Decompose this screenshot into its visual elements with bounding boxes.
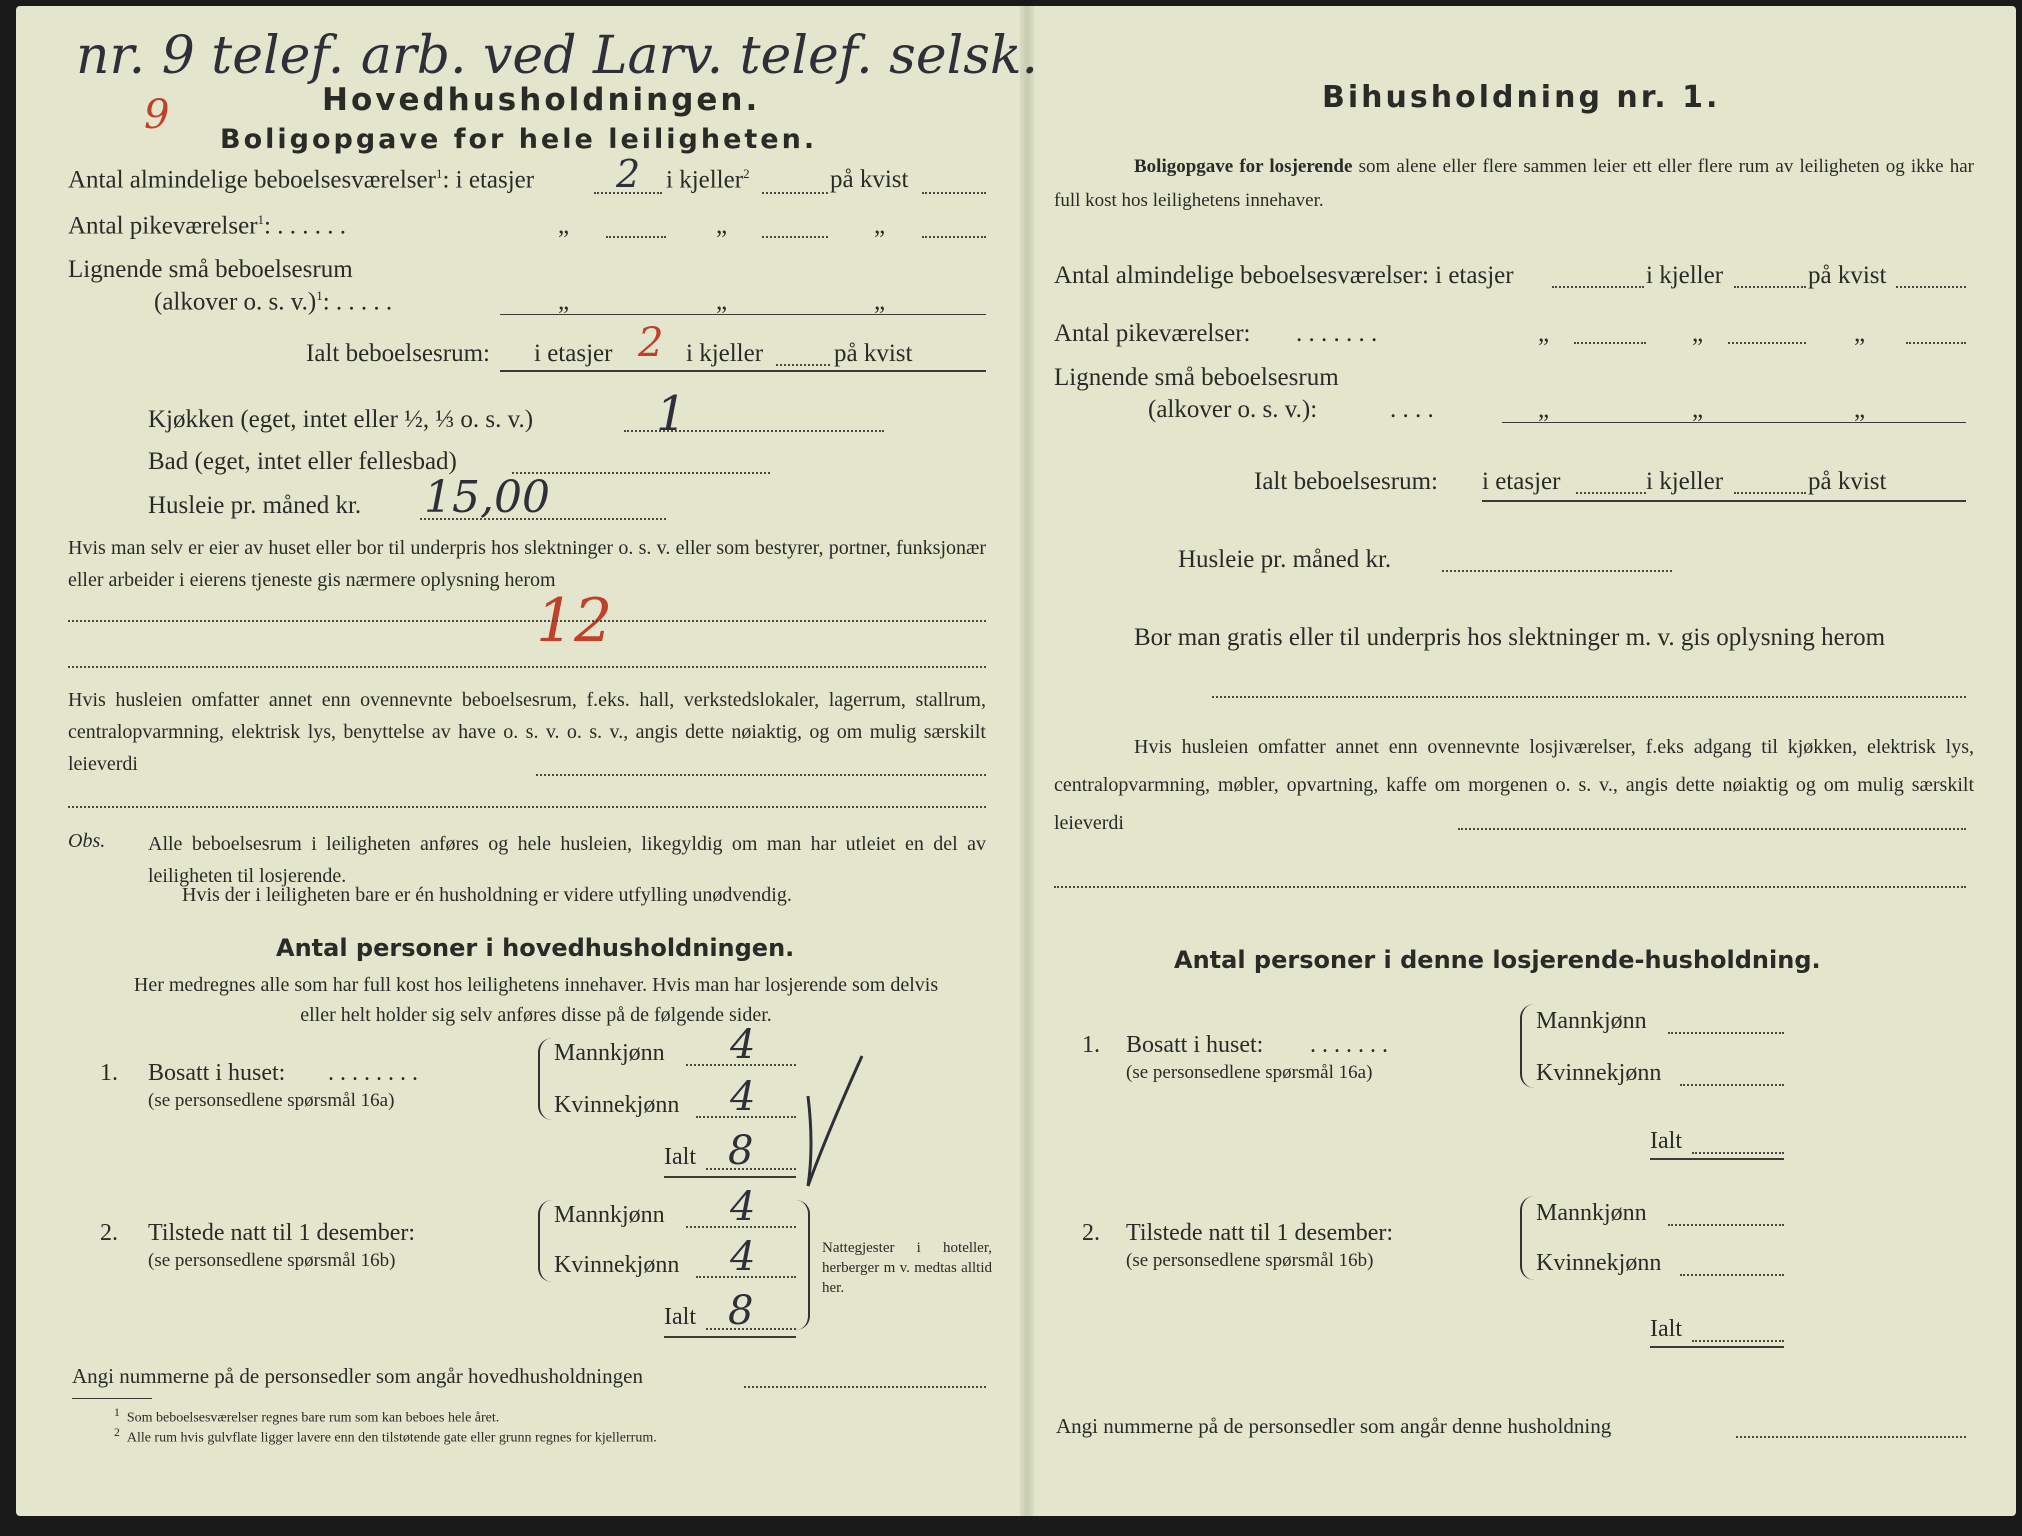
obs-text-2: Hvis der i leiligheten bare er én husholdning er videre utfylling unødvendig. <box>182 884 792 906</box>
right-q1-ialt-label: Ialt <box>1650 1128 1682 1154</box>
footnote-rule <box>72 1398 152 1399</box>
alkover-ditto-1: „ <box>558 288 570 315</box>
left-q1-dots: . . . . . . . . <box>328 1060 418 1086</box>
right-ialt-etasjer-line <box>1576 492 1646 494</box>
right-alkover-label: Lignende små beboelsesrum <box>1054 364 1339 391</box>
right-q2-label: Tilstede natt til 1 desember: <box>1126 1220 1394 1246</box>
right-intro: Boligopgave for losjerende som alene eller flere sammen leier ett eller flere rum av leiligheten og ikke har full kost hos leilighetens innehaver. <box>1054 156 1975 211</box>
left-q2-number: 2. <box>100 1220 118 1246</box>
check-mark-icon <box>796 1036 876 1196</box>
left-q1-sub: (se personsedlene spørsmål 16a) <box>148 1090 395 1111</box>
left-q1-brace <box>538 1038 552 1120</box>
right-q2-ialt-line <box>1692 1340 1784 1342</box>
alkover-ditto-3: „ <box>874 288 886 315</box>
husleie-label: Husleie pr. måned kr. <box>148 492 362 519</box>
ialt-etasjer-label: i etasjer <box>534 340 613 367</box>
left-persons-intro: Her medregnes alle som har full kost hos leilighetens innehaver. Hvis man har losjerende som delvis eller helt holder sig selv anføres disse på de følgende sider. <box>133 974 939 1026</box>
right-bor-text: Bor man gratis eller til underpris hos slektninger m. v. gis oplysning herom <box>1134 624 1886 651</box>
right-pike-line-1 <box>1574 342 1646 344</box>
left-q1-number: 1. <box>100 1060 118 1086</box>
pike-ditto-1: „ <box>558 212 570 239</box>
right-rooms-kvist-label: på kvist <box>1808 262 1887 289</box>
right-rooms-etasjer-line <box>1552 286 1644 288</box>
right-pike-line-3 <box>1906 342 1966 344</box>
left-angi-label: Angi nummerne på de personsedler som angår hovedhusholdningen <box>72 1364 643 1388</box>
pike-kjeller-line <box>762 236 828 238</box>
right-rooms-label: Antal almindelige beboelsesværelser: i etasjer <box>1054 262 1514 289</box>
right-q1-label: Bosatt i huset: <box>1126 1032 1264 1058</box>
alkover-label-2: (alkover o. s. v.)$^1$: . . . . . <box>154 288 393 316</box>
right-extra-text: Hvis husleien omfatter annet enn ovennevnte losjiværelser, f.eks adgang til kjøkken, elektrisk lys, centralopvarmning, møbler, opvartning, kaffe om morgenen o. s. v., angis dette nøiaktig og om mulig særskilt leieverdi <box>1054 736 1974 834</box>
left-q2-ialt-rule <box>664 1336 796 1338</box>
left-angi-line <box>744 1386 986 1388</box>
right-alkover-ditto-2: „ <box>1692 396 1704 423</box>
kjokken-label: Kjøkken (eget, intet eller ½, ⅓ o. s. v.) <box>148 406 534 433</box>
right-rooms-kjeller-line <box>1734 286 1806 288</box>
rooms-kvist-line <box>922 192 986 194</box>
rooms-kvist-label: på kvist <box>830 166 909 193</box>
extra-rent-line-2 <box>68 806 986 808</box>
right-husleie-label: Husleie pr. måned kr. <box>1178 546 1392 573</box>
right-bor-line <box>1212 696 1966 698</box>
right-husleie-line <box>1442 570 1672 572</box>
left-q2-label: Tilstede natt til 1 desember: <box>148 1220 416 1246</box>
owner-info-line-2 <box>68 666 986 668</box>
right-pike-label: Antal pikeværelser: <box>1054 320 1251 347</box>
right-pike-line-2 <box>1728 342 1806 344</box>
footnote-2: $^2$ Alle rum hvis gulvflate ligger lavere enn den tilstøtende gate eller grunn regnes for kjellerrum. <box>114 1426 657 1446</box>
ialt-underline <box>500 370 986 372</box>
right-q1-kvinne-label: Kvinnekjønn <box>1536 1060 1662 1086</box>
right-q2-brace <box>1520 1196 1534 1280</box>
right-pike-dots: . . . . . . . <box>1296 320 1378 347</box>
right-alkover-label-2: (alkover o. s. v.): <box>1148 396 1318 423</box>
right-q1-mann-line <box>1668 1032 1784 1034</box>
husleie-line <box>420 518 666 520</box>
obs-label: Obs. <box>68 830 106 852</box>
pike-ditto-3: „ <box>874 212 886 239</box>
right-pike-ditto-1: „ <box>1538 320 1550 347</box>
right-ialt-kvist-label: på kvist <box>1808 468 1887 495</box>
pike-etasjer-line <box>606 236 666 238</box>
left-q1-ialt-rule <box>664 1176 796 1178</box>
ialt-etasjer-value: 2 <box>638 320 664 366</box>
right-alkover-ditto-3: „ <box>1854 396 1866 423</box>
right-q1-sub: (se personsedlene spørsmål 16a) <box>1126 1062 1373 1083</box>
extra-rent-line-1 <box>536 774 986 776</box>
right-q1-brace <box>1520 1004 1534 1088</box>
left-q2-sub: (se personsedlene spørsmål 16b) <box>148 1250 396 1271</box>
husleie-value: 15,00 <box>424 472 550 523</box>
right-q2-number: 2. <box>1082 1220 1100 1246</box>
right-title: Bihusholdning nr. 1. <box>1322 80 1721 115</box>
ialt-label: Ialt beboelsesrum: <box>306 340 490 367</box>
handwritten-red-number: 9 <box>144 92 170 138</box>
obs-text: Alle beboelsesrum i leiligheten anføres og hele husleien, likegyldig om man har utleiet en del av leiligheten til losjerende. <box>148 833 986 887</box>
rooms-label: Antal almindelige beboelsesværelser$^1$: i etasjer <box>68 166 535 194</box>
owner-info-value: 12 <box>536 586 613 656</box>
right-ialt-label: Ialt beboelsesrum: <box>1254 468 1438 495</box>
pike-ditto-2: „ <box>716 212 728 239</box>
right-alkover-ditto-1: „ <box>1538 396 1550 423</box>
right-angi-label: Angi nummerne på de personsedler som angår denne husholdning <box>1056 1414 1612 1438</box>
left-q2-mann-label: Mannkjønn <box>554 1202 665 1228</box>
right-alkover-underline <box>1502 422 1966 423</box>
ialt-kjeller-label: i kjeller <box>686 340 764 367</box>
left-q2-ialt-label: Ialt <box>664 1304 696 1330</box>
right-q1-dots: . . . . . . . <box>1310 1032 1388 1058</box>
left-persons-title: Antal personer i hovedhusholdningen. <box>276 934 795 962</box>
right-q2-sub: (se personsedlene spørsmål 16b) <box>1126 1250 1374 1271</box>
census-form-sheet <box>16 6 2016 1516</box>
bad-line <box>512 472 770 474</box>
right-extra-line-1 <box>1458 828 1966 830</box>
right-q1-ialt-rule <box>1650 1158 1784 1160</box>
owner-info-line-1 <box>68 620 986 622</box>
right-q2-ialt-label: Ialt <box>1650 1316 1682 1342</box>
kjokken-value: 1 <box>656 386 687 442</box>
right-q2-mann-line <box>1668 1224 1784 1226</box>
left-q2-kvinne-label: Kvinnekjønn <box>554 1252 680 1278</box>
right-extra-line-2 <box>1054 886 1966 888</box>
right-q2-ialt-rule <box>1650 1346 1784 1348</box>
right-rooms-kjeller-label: i kjeller <box>1646 262 1724 289</box>
right-pike-ditto-2: „ <box>1692 320 1704 347</box>
left-q2-note: Nattegjester i hoteller, herberger m v. medtas alltid her. <box>822 1240 992 1296</box>
right-ialt-kjeller-line <box>1734 492 1806 494</box>
rooms-kjeller-line <box>762 192 828 194</box>
right-pike-ditto-3: „ <box>1854 320 1866 347</box>
right-alkover-dots: . . . . <box>1390 396 1434 423</box>
alkover-label: Lignende små beboelsesrum <box>68 256 353 283</box>
page-fold <box>1020 6 1034 1516</box>
ialt-kjeller-line <box>776 364 830 366</box>
left-q1-label: Bosatt i huset: <box>148 1060 286 1086</box>
extra-rent-text: Hvis husleien omfatter annet enn ovennevnte beboelsesrum, f.eks. hall, verkstedslokaler, lagerrum, stallrum, centralopvarmning, elektrisk lys, benyttelse av have o. s. v. o. s. v., angis dette nøiaktig, og om mulig særskilt leieverdi <box>68 689 986 775</box>
right-ialt-etasjer-label: i etasjer <box>1482 468 1561 495</box>
footnote-1: $^1$ Som beboelsesværelser regnes bare rum som kan beboes hele året. <box>114 1406 500 1426</box>
alkover-underline <box>500 314 986 315</box>
alkover-ditto-2: „ <box>716 288 728 315</box>
left-q1-mann-value: 4 <box>730 1022 756 1068</box>
right-q2-mann-label: Mannkjønn <box>1536 1200 1647 1226</box>
pike-kvist-line <box>922 236 986 238</box>
bad-label: Bad (eget, intet eller fellesbad) <box>148 448 457 475</box>
left-q1-kvinne-value: 4 <box>730 1074 756 1120</box>
left-q2-ialt-value: 8 <box>728 1288 754 1334</box>
rooms-kjeller-label: i kjeller$^2$ <box>666 166 750 194</box>
kjokken-line <box>624 430 884 432</box>
handwritten-annotation-top: nr. 9 telef. arb. ved Larv. telef. selsk. <box>76 26 1038 86</box>
left-title: Hovedhusholdningen. <box>322 82 761 118</box>
rooms-etasjer-value: 2 <box>616 152 641 196</box>
right-ialt-kjeller-label: i kjeller <box>1646 468 1724 495</box>
left-q1-ialt-value: 8 <box>728 1128 754 1174</box>
owner-info-text: Hvis man selv er eier av huset eller bor til underpris hos slektninger o. s. v. eller som bestyrer, portner, funksjonær eller arbeider i eierens tjeneste gis nærmere oplysning herom <box>68 537 986 591</box>
right-q2-kvinne-line <box>1680 1274 1784 1276</box>
right-angi-line <box>1736 1436 1966 1438</box>
pike-label: Antal pikeværelser$^1$: . . . . . . <box>68 212 346 240</box>
right-ialt-underline <box>1482 500 1966 502</box>
right-q1-mann-label: Mannkjønn <box>1536 1008 1647 1034</box>
right-q1-kvinne-line <box>1680 1084 1784 1086</box>
right-q1-number: 1. <box>1082 1032 1100 1058</box>
right-persons-title: Antal personer i denne losjerende-husholdning. <box>1174 946 1821 974</box>
left-q2-brace <box>538 1200 552 1282</box>
right-q1-ialt-line <box>1692 1152 1784 1154</box>
left-q2-mann-value: 4 <box>730 1184 756 1230</box>
left-q1-kvinne-label: Kvinnekjønn <box>554 1092 680 1118</box>
left-q2-note-brace <box>796 1200 810 1330</box>
left-subtitle: Boligopgave for hele leiligheten. <box>220 124 818 155</box>
left-q1-mann-label: Mannkjønn <box>554 1040 665 1066</box>
right-rooms-kvist-line <box>1896 286 1966 288</box>
ialt-kvist-label: på kvist <box>834 340 913 367</box>
left-q1-ialt-label: Ialt <box>664 1144 696 1170</box>
right-q2-kvinne-label: Kvinnekjønn <box>1536 1250 1662 1276</box>
left-q2-kvinne-value: 4 <box>730 1234 756 1280</box>
